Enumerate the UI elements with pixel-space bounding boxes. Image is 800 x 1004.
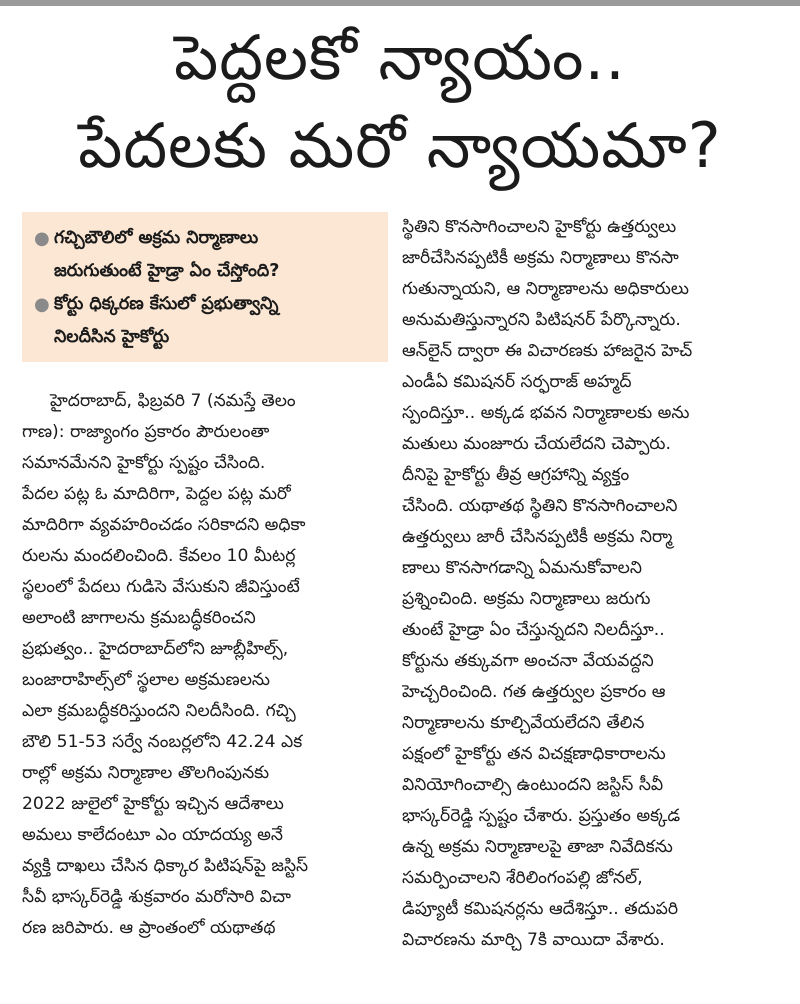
bullet-icon: ● [34, 228, 50, 249]
article-line: హైదరాబాద్, ఫిబ్రవరి 7 (నమస్తే తెలం [50, 391, 296, 411]
article-line: దీనిపై హైకోర్టు తీవ్ర ఆగ్రహాన్ని వ్యక్తం [402, 465, 630, 485]
headline-line-2: పేదలకు మరో న్యాయమా? [78, 109, 722, 182]
highlight-line: జరుగుతుంటే హైడ్రా ఏం చేస్తోంది? [54, 261, 280, 281]
article-line: మాదిరిగా వ్యవహరించడం సరికాదని అధికా [22, 515, 306, 535]
article-line: కోర్టును తక్కువగా అంచనా వేయవద్దని [402, 651, 654, 671]
headline [20, 14, 780, 190]
article-line: హెచ్చరించింది. గత ఉత్తర్వుల ప్రకారం ఆ [402, 682, 666, 702]
article-line: రాల్లో అక్రమ నిర్మాణాల తొలగింపునకు [22, 763, 270, 783]
article-left-text [22, 386, 388, 944]
headline-line-1: పెద్దలకో న్యాయం.. [174, 21, 626, 94]
article-line: ప్రశ్నించింది. అక్రమ నిర్మాణాలు జరుగు [402, 589, 651, 609]
article-line: పక్షంలో హైకోర్టు తన విచక్షణాధికారాలను [402, 744, 666, 764]
article-line: సమానమేనని హైకోర్టు స్పష్టం చేసింది. [22, 453, 266, 473]
article-line: స్పందిస్తూ.. అక్కడ భవన నిర్మాణాలకు అను [402, 403, 690, 423]
article-line: ఉన్న అక్రమ నిర్మాణాలపై తాజా నివేదికను [402, 837, 673, 857]
article-line: ఆన్‌లైన్ ద్వారా ఈ విచారణకు హాజరైన హెచ్ [402, 341, 693, 361]
article-line: రణ జరిపారు. ఆ ప్రాంతంలో యథాతథ [22, 918, 276, 938]
top-rule [0, 0, 800, 6]
article-line: అమలు కాలేదంటూ ఎం యాదయ్య అనే [22, 825, 283, 845]
article-line: బౌలి 51-53 సర్వే నంబర్లలోని 42.24 ఎక [22, 732, 303, 752]
article-line: పేదల పట్ల ఓ మాదిరిగా, పెద్దల పట్ల మరో [22, 484, 291, 504]
article-line: స్థితిని కొనసాగించాలని హైకోర్టు ఉత్తర్వులు [402, 217, 677, 237]
bullet-icon: ● [34, 294, 50, 315]
article-line: వ్యక్తి దాఖలు చేసిన ధిక్కార పిటిషన్‌పై జస్టిస్ [22, 856, 309, 876]
article-line: సీవీ భాస్కర్‌రెడ్డి శుక్రవారం మరోసారి విచా [22, 887, 291, 907]
article-line: విచారణను మార్చి 7కి వాయిదా వేశారు. [402, 930, 665, 950]
highlight-item [34, 222, 376, 288]
article-line: జారీచేసినప్పటికీ అక్రమ నిర్మాణాలు కొనసా [402, 248, 679, 268]
highlight-line: నిలదీసిన హైకోర్టు [54, 327, 170, 347]
article-line: ణాలు కొనసాగడాన్ని ఏమనుకోవాలని [402, 558, 642, 578]
article-line: గుతున్నాయని, ఆ నిర్మాణాలను అధికారులు [402, 279, 689, 299]
article-line: అలాంటి జాగాలను క్రమబద్ధీకరించని [22, 608, 256, 628]
article-line: స్థలంలో పేదలు గుడిసె వేసుకుని జీవిస్తుంటే [22, 577, 300, 597]
article-line: ఉత్తర్వులు జారీ చేసినప్పటికీ అక్రమ నిర్మా [402, 527, 673, 547]
article-line: తుంటే హైడ్రా ఏం చేస్తున్నదని నిలదీస్తూ.. [402, 620, 665, 640]
article-line: డిప్యూటీ కమిషనర్లను ఆదేశిస్తూ.. తదుపరి [402, 899, 679, 919]
article-line: ఎండీఏ కమిషనర్ సర్ఫరాజ్ అహ్మద్ [402, 372, 632, 392]
article-line: 2022 జులైలో హైకోర్టు ఇచ్చిన ఆదేశాలు [22, 794, 284, 814]
article-line: గాణ): రాజ్యాంగం ప్రకారం పౌరులంతా [22, 422, 270, 442]
article-line: నిర్మాణాలను కూల్చివేయలేదని తేలిన [402, 713, 645, 733]
article-line: అనుమతిస్తున్నారని పిటిషనర్ పేర్కొన్నారు. [402, 310, 681, 330]
article-right-text [402, 212, 778, 956]
article-line: చేసింది. యథాతథ స్థితిని కొనసాగించాలని [402, 496, 678, 516]
right-column [402, 212, 778, 956]
article-line: రులను మందలించింది. కేవలం 10 మీటర్ల [22, 546, 296, 566]
article-line: భాస్కర్‌రెడ్డి స్పష్టం చేశారు. ప్రస్తుతం అక్కడ [402, 806, 681, 826]
highlights-box [22, 212, 388, 362]
article-line: సమర్పించాలని శేరిలింగంపల్లి జోనల్, [402, 868, 643, 888]
article-line: ఎలా క్రమబద్ధీకరిస్తుందని నిలదీసింది. గచ్చి [22, 701, 296, 721]
left-column [22, 212, 388, 944]
article-line: ప్రభుత్వం.. హైదరాబాద్‌లోని జూబ్లీహిల్స్, [22, 639, 289, 659]
highlight-item [34, 288, 376, 354]
highlight-line: కోర్టు ధిక్కరణ కేసులో ప్రభుత్వాన్ని [54, 294, 279, 314]
highlight-line: గచ్చిబౌలిలో అక్రమ నిర్మాణాలు [54, 228, 259, 248]
article-line: మతులు మంజూరు చేయలేదని చెప్పారు. [402, 434, 671, 454]
article-line: వినియోగించాల్సి ఉంటుందని జస్టిస్ సీవీ [402, 775, 664, 795]
article-line: బంజారాహిల్స్‌లో స్థలాల అక్రమణలను [22, 670, 270, 690]
